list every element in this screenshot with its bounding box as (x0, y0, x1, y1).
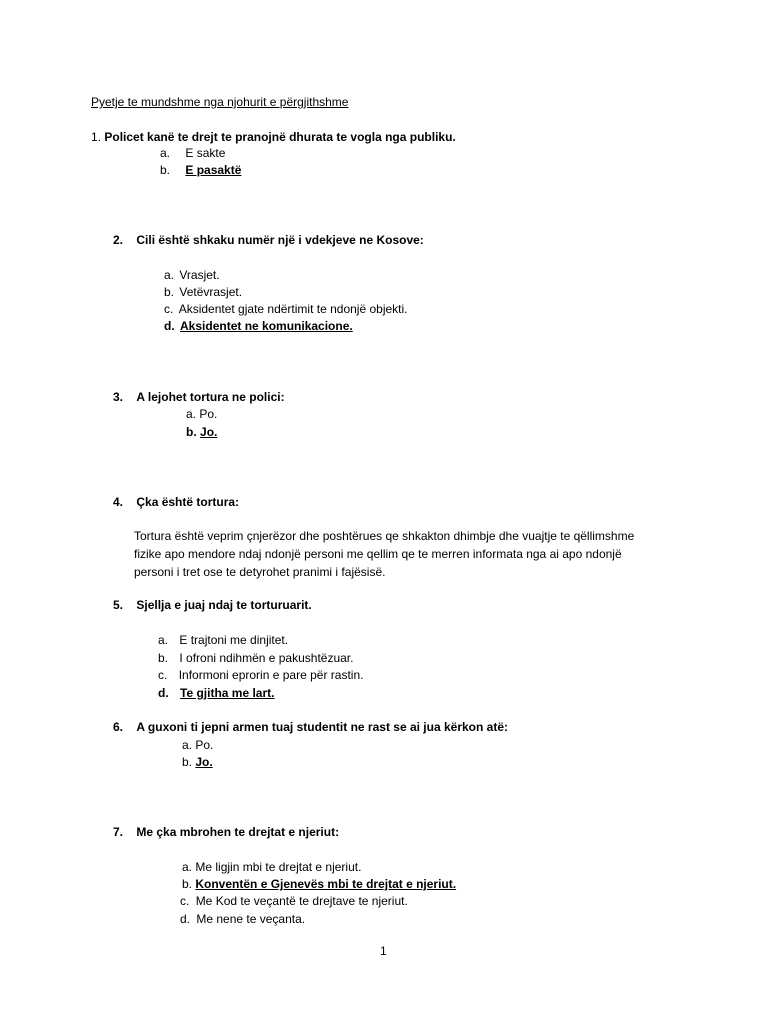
option-text: Aksidentet ne komunikacione. (180, 319, 353, 333)
option-text: I ofroni ndihmën e pakushtëzuar. (179, 651, 354, 665)
option-text: E trajtoni me dinjitet. (179, 633, 289, 647)
option-text: Vetëvrasjet. (179, 285, 243, 299)
option-label: b. (182, 877, 193, 891)
option-label: a. (158, 633, 169, 647)
option-label: a. (182, 860, 193, 874)
option-label: a. (186, 407, 197, 421)
option-label: b. (158, 651, 169, 665)
q4-answer-line-1: Tortura është veprim çnjerëzor dhe poshtërues qe shkakton dhimbje dhe vuajtje te qëllimshme (134, 529, 635, 543)
question-5 (113, 598, 312, 613)
question-1 (91, 130, 456, 145)
q5-option-a (158, 633, 288, 648)
option-text: Informoni eprorin e pare për rastin. (178, 668, 364, 682)
option-label: d. (158, 686, 169, 700)
q3-option-a (186, 407, 217, 422)
option-text: Te gjitha me lart. (180, 686, 275, 700)
question-text: A lejohet tortura ne polici: (136, 390, 285, 404)
question-number: 5. (113, 598, 124, 612)
option-text: Aksidentet gjate ndërtimit te ndonjë objekti. (178, 302, 408, 316)
option-text: Me Kod te veçantë te drejtave te njeriut. (195, 894, 408, 908)
q2-option-a (164, 268, 220, 283)
option-text: Jo. (200, 425, 218, 439)
option-text: E pasaktë (185, 163, 242, 177)
option-label: b. (186, 425, 197, 439)
question-number: 4. (113, 495, 124, 509)
q6-option-a (182, 738, 213, 753)
question-number: 3. (113, 390, 124, 404)
option-text: Jo. (195, 755, 213, 769)
question-text: Policet kanë te drejt te pranojnë dhurata te vogla nga publiku. (104, 130, 456, 144)
option-text: Konventën e Gjenevës mbi te drejtat e njeriut. (195, 877, 457, 891)
q4-answer-line-2: fizike apo mendore ndaj ndonjë personi me qellim qe te merren informata nga ai apo ndonjë (134, 547, 622, 561)
question-4 (113, 495, 239, 510)
question-text: Cili është shkaku numër një i vdekjeve ne Kosove: (136, 233, 424, 247)
option-label: b. (160, 163, 171, 177)
question-number: 2. (113, 233, 124, 247)
question-3 (113, 390, 285, 405)
option-label: b. (164, 285, 175, 299)
option-label: a. (164, 268, 175, 282)
q2-option-d-correct (164, 319, 353, 334)
page-title: Pyetje te mundshme nga njohurit e përgjithshme (91, 95, 349, 109)
q7-option-c (180, 894, 408, 909)
q5-option-c (158, 668, 363, 683)
option-text: Vrasjet. (179, 268, 220, 282)
question-text: A guxoni ti jepni armen tuaj studentit ne rast se ai jua kërkon atë: (136, 720, 508, 734)
q4-answer-line-3: personi i tret ose te detyrohet pranimi i fajësisë. (134, 565, 386, 579)
option-label: b. (182, 755, 193, 769)
question-number: 7. (113, 825, 124, 839)
q2-option-b (164, 285, 242, 300)
q5-option-d-correct (158, 686, 274, 701)
q5-option-b (158, 651, 353, 666)
question-text: Çka është tortura: (136, 495, 240, 509)
q7-option-d (180, 912, 305, 927)
question-text: Me çka mbrohen te drejtat e njeriut: (136, 825, 340, 839)
option-text: E sakte (185, 146, 226, 160)
option-text: Me ligjin mbi te drejtat e njeriut. (195, 860, 362, 874)
option-label: d. (180, 912, 191, 926)
option-text: Po. (199, 407, 218, 421)
question-text: Sjellja e juaj ndaj te torturuarit. (136, 598, 312, 612)
q7-option-b-correct (182, 877, 456, 892)
q3-option-b-correct (186, 425, 217, 440)
question-number: 6. (113, 720, 124, 734)
option-label: c. (164, 302, 174, 316)
page-number: 1 (380, 944, 387, 958)
option-label: c. (180, 894, 190, 908)
q2-option-c (164, 302, 408, 317)
q6-option-b-correct (182, 755, 213, 770)
option-label: c. (158, 668, 168, 682)
question-number: 1. (91, 130, 102, 144)
question-2 (113, 233, 424, 248)
option-text: Po. (195, 738, 214, 752)
option-label: a. (160, 146, 171, 160)
option-text: Me nene te veçanta. (196, 912, 306, 926)
question-7 (113, 825, 339, 840)
question-6 (113, 720, 508, 735)
q1-option-b-correct (160, 163, 241, 178)
q1-option-a (160, 146, 225, 161)
q7-option-a (182, 860, 361, 875)
option-label: a. (182, 738, 193, 752)
option-label: d. (164, 319, 175, 333)
